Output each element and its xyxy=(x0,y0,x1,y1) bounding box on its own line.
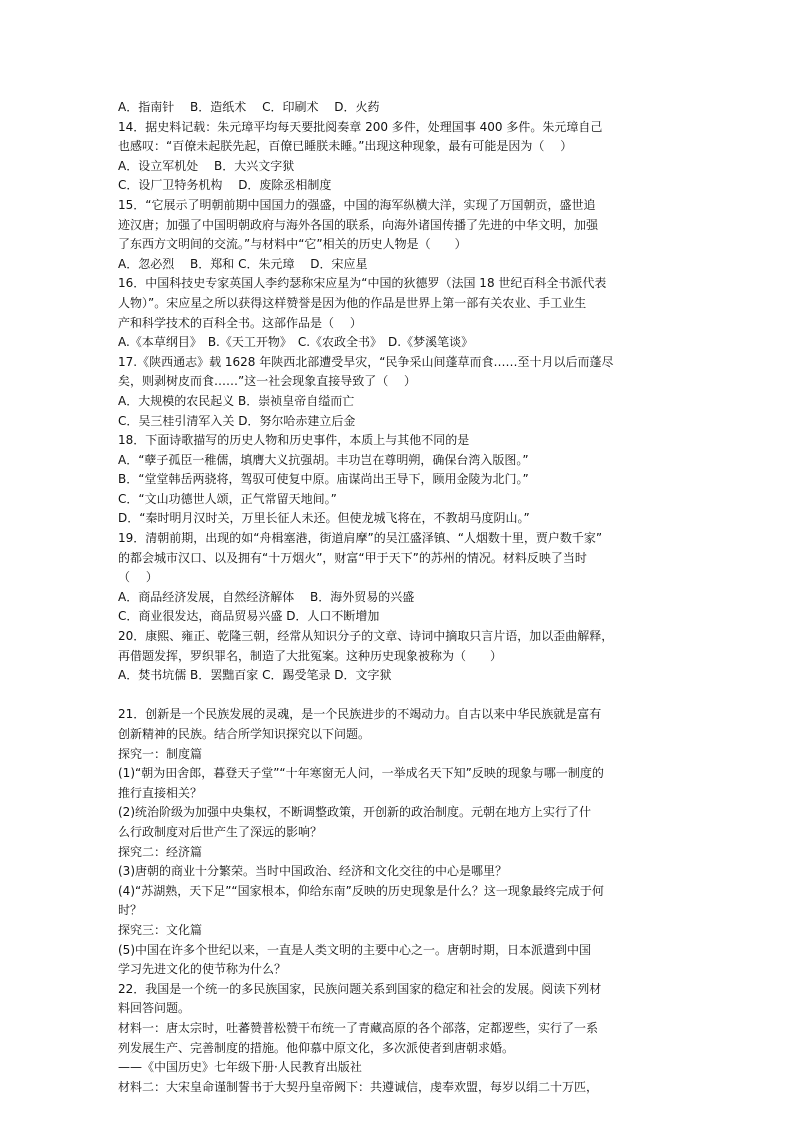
text-line: 14．据史料记载：朱元璋平均每天要批阅奏章 200 多件，处理国事 400 多件。朱元璋自己 xyxy=(118,119,603,134)
text-line: 的都会城市汉口、以及拥有“十万烟火”，财富“甲于天下”的苏州的情况。材料反映了当时 xyxy=(118,550,587,565)
text-line: C．设厂卫特务机构 D．废除丞相制度 xyxy=(118,178,332,193)
text-line: 20．康熙、雍正、乾隆三朝，经常从知识分子的文章、诗词中摘取只言片语，加以歪曲解释， xyxy=(118,629,614,644)
text-line: (1)“朝为田舍郎，暮登天子堂”“十年寒窗无人问，一举成名天下知”反映的现象与哪一制度的 xyxy=(118,766,604,781)
text-line: 创新精神的民族。结合所学知识探究以下问题。 xyxy=(118,727,371,741)
blank-line xyxy=(118,686,680,706)
text-line: 17.《陕西通志》载 1628 年陕西北部遭受旱灾，“民争采山间蓬草而食……至十月以后而蓬尽 xyxy=(118,354,614,369)
text-line: 料回答问题。 xyxy=(118,1001,191,1016)
text-line: 16．中国科技史专家英国人李约瑟称宋应星为“中国的狄德罗（法国 18 世纪百科全书派代表 xyxy=(118,276,607,291)
text-line: 15．“它展示了明朝前期中国国力的强盛，中国的海军纵横大洋，实现了万国朝贡，盛世追 xyxy=(118,197,596,212)
text-line: 19．清朝前期，出现的如“舟楫塞港，街道肩摩”的吴江盛泽镇、“人烟数十里，贾户数千家” xyxy=(118,531,603,546)
text-line: A.《本草纲目》 B.《天工开物》 C.《农政全书》 D.《梦溪笔谈》 xyxy=(118,335,474,350)
text-line: 时？ xyxy=(118,903,143,918)
exam-page xyxy=(118,98,680,1097)
text-line: 产和科学技术的百科全书。这部作品是（ ） xyxy=(118,315,362,330)
text-line: A．大规模的农民起义 B．崇祯皇帝自缢而亡 xyxy=(118,393,355,408)
text-line: D．“秦时明月汉时关，万里长征人未还。但使龙城飞将在，不教胡马度阴山。” xyxy=(118,511,530,526)
text-line: 材料二：大宋皇命谨制誓书于大契丹皇帝阙下：共遵诚信，虔奉欢盟，每岁以绢二十万匹， xyxy=(118,1079,599,1094)
text-line: 学习先进文化的使节称为什么？ xyxy=(118,962,287,977)
text-line: (4)“苏湖熟，天下足”“国家根本，仰给东南”反映的历史现象是什么？这一现象最终完成于何 xyxy=(118,883,604,898)
text-line: A．“孽子孤臣一稚儒，填膺大义抗强胡。丰功岂在尊明朔，确保台湾入版图。” xyxy=(118,452,529,467)
text-line: A．忽必烈 B．郑和 C．朱元璋 D．宋应星 xyxy=(118,256,368,271)
text-line: 么行政制度对后世产生了深远的影响？ xyxy=(118,824,323,839)
text-line: 列发展生产、完善制度的措施。他仰慕中原文化，多次派使者到唐朝求婚。 xyxy=(118,1040,515,1055)
text-line: 推行直接相关？ xyxy=(118,785,203,800)
text-line: A．焚书坑儒 B．罢黜百家 C．踢受笔录 D．文字狱 xyxy=(118,668,392,683)
text-line: 人物）”。宋应星之所以获得这样赞誉是因为他的作品是世界上第一部有关农业、手工业生 xyxy=(118,295,587,310)
text-line: 了东西方文明间的交流。”与材料中“它”相关的历史人物是（ ） xyxy=(118,237,467,252)
text-line: 18．下面诗歌描写的历史人物和历史事件，本质上与其他不同的是 xyxy=(118,433,470,448)
text-line: 探究三：文化篇 xyxy=(118,922,203,937)
text-line: C．“文山功德世人颂，正气常留天地间。” xyxy=(118,491,337,506)
text-line: 也感叹：“百僚未起朕先起，百僚已睡朕未睡。”出现这种现象，最有可能是因为（ ） xyxy=(118,139,573,154)
text-line: 21．创新是一个民族发展的灵魂，是一个民族进步的不竭动力。自古以来中华民族就是富有 xyxy=(118,707,602,722)
text-line: 探究二：经济篇 xyxy=(118,844,203,859)
text-line: (3)唐朝的商业十分繁荣。当时中国政治、经济和文化交往的中心是哪里？ xyxy=(118,864,508,879)
text-line: 再借题发挥，罗织罪名，制造了大批冤案。这种历史现象被称为（ ） xyxy=(118,648,503,663)
text-line: (5)中国在许多个世纪以来，一直是人类文明的主要中心之一。唐朝时期，日本派遣到中国 xyxy=(118,942,592,957)
text-line: （ ） xyxy=(118,570,158,585)
text-line: 材料一：唐太宗时，吐蕃赞普松赞干布统一了青藏高原的各个部落，定都逻些，实行了一系 xyxy=(118,1020,599,1035)
text-line: 迹汉唐；加强了中国明朝政府与海外各国的联系，向海外诸国传播了先进的中华文明，加强 xyxy=(118,217,599,232)
text-line: C．商业很发达，商品贸易兴盛 D．人口不断增加 xyxy=(118,609,380,624)
text-line: 矣，则剥树皮而食……”这一社会现象直接导致了（ ） xyxy=(118,374,417,389)
text-line: ——《中国历史》七年级下册·人民教育出版社 xyxy=(118,1060,362,1075)
text-line: A．设立军机处 B．大兴文字狱 xyxy=(118,158,295,173)
text-line: C．吴三桂引清军入关 D．努尔哈赤建立后金 xyxy=(118,413,356,428)
text-line: A．商品经济发展，自然经济解体 B．海外贸易的兴盛 xyxy=(118,589,415,604)
text-line: 22．我国是一个统一的多民族国家，民族问题关系到国家的稳定和社会的发展。阅读下列材 xyxy=(118,981,602,996)
text-line: A．指南针 B．造纸术 C．印刷术 D．火药 xyxy=(118,100,380,114)
text-line: B．“堂堂韩岳两骁将，驾驭可使复中原。庙谋尚出王导下，顾用金陵为北门。” xyxy=(118,472,529,487)
text-line: (2)统治阶级为加强中央集权，不断调整政策，开创新的政治制度。元朝在地方上实行了什 xyxy=(118,805,592,820)
text-line: 探究一：制度篇 xyxy=(118,746,203,761)
